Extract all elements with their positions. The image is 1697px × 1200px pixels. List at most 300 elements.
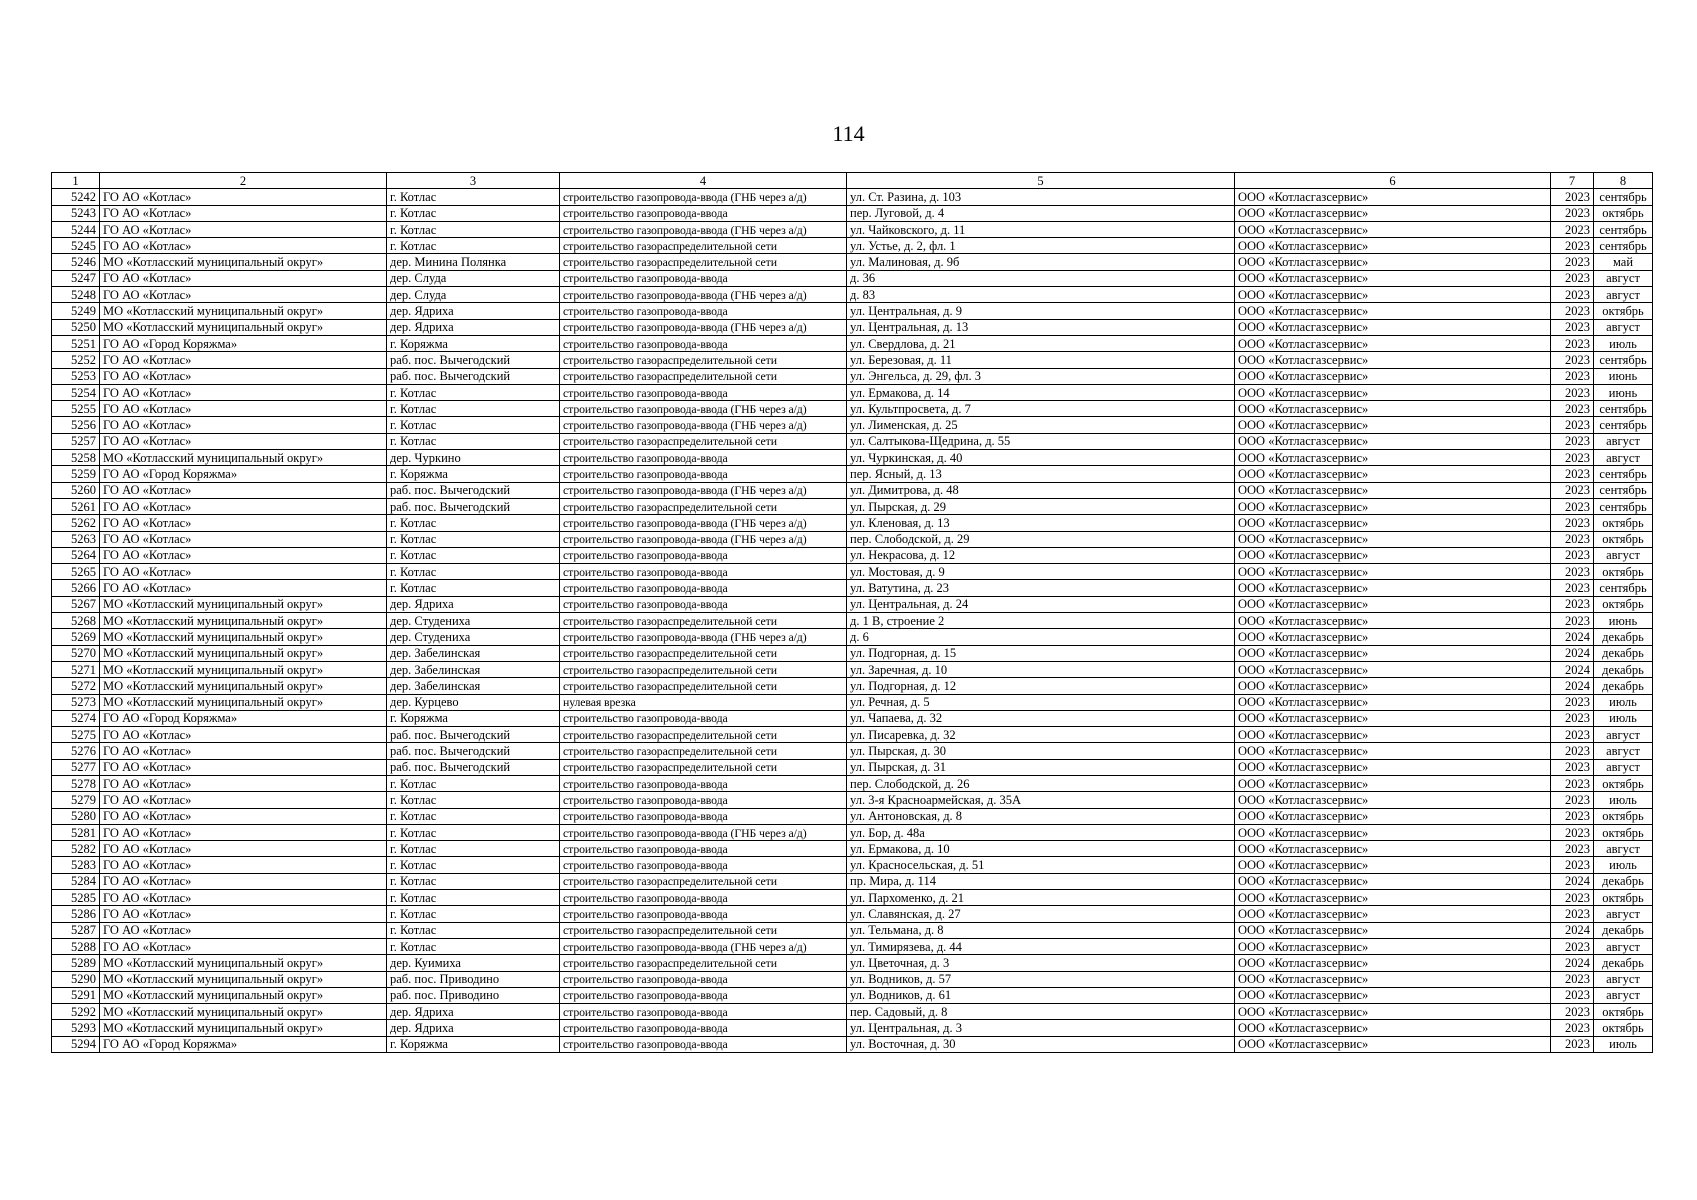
contractor-cell: ООО «Котласгазсервис» xyxy=(1235,531,1551,547)
work-type-cell: строительство газопровода-ввода (ГНБ через а/д) xyxy=(560,515,847,531)
table-row xyxy=(52,580,1653,596)
year-cell: 2023 xyxy=(1551,287,1594,303)
work-type-cell: строительство газопровода-ввода xyxy=(560,906,847,922)
work-type-cell: строительство газопровода-ввода xyxy=(560,808,847,824)
municipality-cell: ГО АО «Котлас» xyxy=(100,352,387,368)
column-header: 8 xyxy=(1594,173,1653,189)
year-cell: 2023 xyxy=(1551,498,1594,514)
settlement-cell: раб. пос. Вычегодский xyxy=(387,743,560,759)
table-row xyxy=(52,205,1653,221)
row-number-cell: 5274 xyxy=(52,710,100,726)
municipality-cell: МО «Котласский муниципальный округ» xyxy=(100,645,387,661)
row-number-cell: 5246 xyxy=(52,254,100,270)
address-cell: пер. Слободской, д. 29 xyxy=(847,531,1235,547)
month-cell: октябрь xyxy=(1594,205,1653,221)
settlement-cell: дер. Забелинская xyxy=(387,661,560,677)
contractor-cell: ООО «Котласгазсервис» xyxy=(1235,205,1551,221)
month-cell: декабрь xyxy=(1594,922,1653,938)
settlement-cell: г. Котлас xyxy=(387,906,560,922)
address-cell: д. 6 xyxy=(847,629,1235,645)
month-cell: октябрь xyxy=(1594,890,1653,906)
month-cell: август xyxy=(1594,433,1653,449)
month-cell: август xyxy=(1594,270,1653,286)
row-number-cell: 5261 xyxy=(52,498,100,514)
settlement-cell: дер. Куимиха xyxy=(387,955,560,971)
table-row xyxy=(52,938,1653,954)
month-cell: август xyxy=(1594,987,1653,1003)
column-header: 7 xyxy=(1551,173,1594,189)
municipality-cell: ГО АО «Город Коряжма» xyxy=(100,466,387,482)
year-cell: 2023 xyxy=(1551,450,1594,466)
table-row xyxy=(52,727,1653,743)
table-row xyxy=(52,824,1653,840)
settlement-cell: дер. Ядриха xyxy=(387,596,560,612)
contractor-cell: ООО «Котласгазсервис» xyxy=(1235,238,1551,254)
table-row xyxy=(52,352,1653,368)
address-cell: ул. Центральная, д. 13 xyxy=(847,319,1235,335)
work-type-cell: строительство газопровода-ввода (ГНБ через а/д) xyxy=(560,938,847,954)
settlement-cell: дер. Забелинская xyxy=(387,645,560,661)
settlement-cell: дер. Слуда xyxy=(387,270,560,286)
work-type-cell: строительство газопровода-ввода xyxy=(560,971,847,987)
table-row xyxy=(52,531,1653,547)
table-row xyxy=(52,857,1653,873)
address-cell: ул. Антоновская, д. 8 xyxy=(847,808,1235,824)
row-number-cell: 5286 xyxy=(52,906,100,922)
work-type-cell: строительство газопровода-ввода xyxy=(560,564,847,580)
address-cell: ул. Подгорная, д. 15 xyxy=(847,645,1235,661)
table-row xyxy=(52,368,1653,384)
work-type-cell: строительство газопровода-ввода (ГНБ через а/д) xyxy=(560,287,847,303)
municipality-cell: ГО АО «Котлас» xyxy=(100,433,387,449)
row-number-cell: 5294 xyxy=(52,1036,100,1052)
settlement-cell: раб. пос. Приводино xyxy=(387,971,560,987)
municipality-cell: ГО АО «Котлас» xyxy=(100,824,387,840)
municipality-cell: МО «Котласский муниципальный округ» xyxy=(100,629,387,645)
contractor-cell: ООО «Котласгазсервис» xyxy=(1235,515,1551,531)
table-row xyxy=(52,498,1653,514)
settlement-cell: г. Котлас xyxy=(387,515,560,531)
row-number-cell: 5287 xyxy=(52,922,100,938)
contractor-cell: ООО «Котласгазсервис» xyxy=(1235,792,1551,808)
municipality-cell: МО «Котласский муниципальный округ» xyxy=(100,596,387,612)
year-cell: 2024 xyxy=(1551,922,1594,938)
month-cell: июнь xyxy=(1594,384,1653,400)
municipality-cell: МО «Котласский муниципальный округ» xyxy=(100,1020,387,1036)
settlement-cell: г. Котлас xyxy=(387,564,560,580)
column-header: 4 xyxy=(560,173,847,189)
year-cell: 2023 xyxy=(1551,189,1594,205)
row-number-cell: 5288 xyxy=(52,938,100,954)
row-number-cell: 5262 xyxy=(52,515,100,531)
table-row xyxy=(52,971,1653,987)
settlement-cell: г. Котлас xyxy=(387,873,560,889)
municipality-cell: МО «Котласский муниципальный округ» xyxy=(100,1004,387,1020)
address-cell: ул. 3-я Красноармейская, д. 35А xyxy=(847,792,1235,808)
year-cell: 2023 xyxy=(1551,205,1594,221)
column-header: 3 xyxy=(387,173,560,189)
work-type-cell: строительство газопровода-ввода xyxy=(560,857,847,873)
row-number-cell: 5277 xyxy=(52,759,100,775)
address-cell: ул. Ермакова, д. 14 xyxy=(847,384,1235,400)
work-type-cell: нулевая врезка xyxy=(560,694,847,710)
row-number-cell: 5244 xyxy=(52,221,100,237)
work-type-cell: строительство газопровода-ввода (ГНБ через а/д) xyxy=(560,319,847,335)
year-cell: 2023 xyxy=(1551,270,1594,286)
work-type-cell: строительство газораспределительной сети xyxy=(560,254,847,270)
contractor-cell: ООО «Котласгазсервис» xyxy=(1235,498,1551,514)
municipality-cell: ГО АО «Котлас» xyxy=(100,238,387,254)
contractor-cell: ООО «Котласгазсервис» xyxy=(1235,221,1551,237)
address-cell: ул. Чайковского, д. 11 xyxy=(847,221,1235,237)
address-cell: ул. Центральная, д. 24 xyxy=(847,596,1235,612)
table-row xyxy=(52,661,1653,677)
settlement-cell: дер. Студениха xyxy=(387,629,560,645)
year-cell: 2023 xyxy=(1551,238,1594,254)
municipality-cell: ГО АО «Котлас» xyxy=(100,287,387,303)
address-cell: ул. Некрасова, д. 12 xyxy=(847,547,1235,563)
row-number-cell: 5273 xyxy=(52,694,100,710)
month-cell: сентябрь xyxy=(1594,417,1653,433)
year-cell: 2023 xyxy=(1551,613,1594,629)
table-row xyxy=(52,482,1653,498)
month-cell: август xyxy=(1594,450,1653,466)
work-type-cell: строительство газопровода-ввода xyxy=(560,335,847,351)
settlement-cell: г. Котлас xyxy=(387,775,560,791)
row-number-cell: 5245 xyxy=(52,238,100,254)
work-type-cell: строительство газопровода-ввода xyxy=(560,384,847,400)
gas-works-table xyxy=(51,172,1653,1053)
municipality-cell: ГО АО «Котлас» xyxy=(100,368,387,384)
municipality-cell: МО «Котласский муниципальный округ» xyxy=(100,450,387,466)
year-cell: 2023 xyxy=(1551,564,1594,580)
row-number-cell: 5289 xyxy=(52,955,100,971)
municipality-cell: МО «Котласский муниципальный округ» xyxy=(100,661,387,677)
month-cell: октябрь xyxy=(1594,531,1653,547)
address-cell: ул. Лименская, д. 25 xyxy=(847,417,1235,433)
address-cell: ул. Чапаева, д. 32 xyxy=(847,710,1235,726)
year-cell: 2023 xyxy=(1551,808,1594,824)
row-number-cell: 5267 xyxy=(52,596,100,612)
month-cell: июль xyxy=(1594,694,1653,710)
contractor-cell: ООО «Котласгазсервис» xyxy=(1235,857,1551,873)
address-cell: ул. Пырская, д. 30 xyxy=(847,743,1235,759)
month-cell: октябрь xyxy=(1594,808,1653,824)
table-row xyxy=(52,1020,1653,1036)
row-number-cell: 5265 xyxy=(52,564,100,580)
work-type-cell: строительство газораспределительной сети xyxy=(560,955,847,971)
year-cell: 2024 xyxy=(1551,629,1594,645)
row-number-cell: 5272 xyxy=(52,678,100,694)
table-row xyxy=(52,629,1653,645)
table-row xyxy=(52,564,1653,580)
column-header: 2 xyxy=(100,173,387,189)
work-type-cell: строительство газораспределительной сети xyxy=(560,433,847,449)
work-type-cell: строительство газораспределительной сети xyxy=(560,645,847,661)
year-cell: 2023 xyxy=(1551,1036,1594,1052)
address-cell: ул. Ермакова, д. 10 xyxy=(847,841,1235,857)
contractor-cell: ООО «Котласгазсервис» xyxy=(1235,287,1551,303)
row-number-cell: 5293 xyxy=(52,1020,100,1036)
month-cell: июль xyxy=(1594,710,1653,726)
month-cell: октябрь xyxy=(1594,303,1653,319)
table-row xyxy=(52,450,1653,466)
contractor-cell: ООО «Котласгазсервис» xyxy=(1235,319,1551,335)
year-cell: 2023 xyxy=(1551,352,1594,368)
row-number-cell: 5271 xyxy=(52,661,100,677)
year-cell: 2023 xyxy=(1551,433,1594,449)
work-type-cell: строительство газопровода-ввода xyxy=(560,270,847,286)
month-cell: сентябрь xyxy=(1594,401,1653,417)
municipality-cell: МО «Котласский муниципальный округ» xyxy=(100,254,387,270)
row-number-cell: 5255 xyxy=(52,401,100,417)
table-row xyxy=(52,254,1653,270)
month-cell: октябрь xyxy=(1594,515,1653,531)
work-type-cell: строительство газораспределительной сети xyxy=(560,352,847,368)
work-type-cell: строительство газопровода-ввода (ГНБ через а/д) xyxy=(560,824,847,840)
contractor-cell: ООО «Котласгазсервис» xyxy=(1235,873,1551,889)
address-cell: ул. Центральная, д. 3 xyxy=(847,1020,1235,1036)
municipality-cell: МО «Котласский муниципальный округ» xyxy=(100,678,387,694)
settlement-cell: г. Котлас xyxy=(387,384,560,400)
municipality-cell: ГО АО «Котлас» xyxy=(100,906,387,922)
address-cell: ул. Водников, д. 61 xyxy=(847,987,1235,1003)
settlement-cell: раб. пос. Вычегодский xyxy=(387,759,560,775)
table-row xyxy=(52,678,1653,694)
row-number-cell: 5280 xyxy=(52,808,100,824)
settlement-cell: раб. пос. Вычегодский xyxy=(387,352,560,368)
year-cell: 2023 xyxy=(1551,938,1594,954)
row-number-cell: 5275 xyxy=(52,727,100,743)
municipality-cell: ГО АО «Котлас» xyxy=(100,792,387,808)
year-cell: 2024 xyxy=(1551,645,1594,661)
contractor-cell: ООО «Котласгазсервис» xyxy=(1235,189,1551,205)
month-cell: сентябрь xyxy=(1594,352,1653,368)
contractor-cell: ООО «Котласгазсервис» xyxy=(1235,1020,1551,1036)
municipality-cell: ГО АО «Город Коряжма» xyxy=(100,335,387,351)
table-row xyxy=(52,238,1653,254)
address-cell: ул. Подгорная, д. 12 xyxy=(847,678,1235,694)
contractor-cell: ООО «Котласгазсервис» xyxy=(1235,906,1551,922)
month-cell: декабрь xyxy=(1594,678,1653,694)
municipality-cell: ГО АО «Котлас» xyxy=(100,205,387,221)
settlement-cell: г. Котлас xyxy=(387,238,560,254)
work-type-cell: строительство газопровода-ввода xyxy=(560,987,847,1003)
municipality-cell: ГО АО «Котлас» xyxy=(100,401,387,417)
row-number-cell: 5242 xyxy=(52,189,100,205)
contractor-cell: ООО «Котласгазсервис» xyxy=(1235,401,1551,417)
year-cell: 2023 xyxy=(1551,1004,1594,1020)
row-number-cell: 5243 xyxy=(52,205,100,221)
year-cell: 2023 xyxy=(1551,596,1594,612)
table-row xyxy=(52,1004,1653,1020)
month-cell: август xyxy=(1594,971,1653,987)
address-cell: ул. Свердлова, д. 21 xyxy=(847,335,1235,351)
table-row xyxy=(52,792,1653,808)
settlement-cell: г. Котлас xyxy=(387,433,560,449)
work-type-cell: строительство газопровода-ввода xyxy=(560,547,847,563)
contractor-cell: ООО «Котласгазсервис» xyxy=(1235,613,1551,629)
row-number-cell: 5290 xyxy=(52,971,100,987)
month-cell: август xyxy=(1594,841,1653,857)
address-cell: д. 1 В, строение 2 xyxy=(847,613,1235,629)
contractor-cell: ООО «Котласгазсервис» xyxy=(1235,433,1551,449)
municipality-cell: МО «Котласский муниципальный округ» xyxy=(100,319,387,335)
contractor-cell: ООО «Котласгазсервис» xyxy=(1235,352,1551,368)
year-cell: 2023 xyxy=(1551,335,1594,351)
table-row xyxy=(52,873,1653,889)
month-cell: август xyxy=(1594,727,1653,743)
address-cell: ул. Чуркинская, д. 40 xyxy=(847,450,1235,466)
row-number-cell: 5284 xyxy=(52,873,100,889)
work-type-cell: строительство газопровода-ввода xyxy=(560,710,847,726)
row-number-cell: 5270 xyxy=(52,645,100,661)
table-row xyxy=(52,189,1653,205)
municipality-cell: ГО АО «Город Коряжма» xyxy=(100,710,387,726)
month-cell: август xyxy=(1594,906,1653,922)
municipality-cell: ГО АО «Котлас» xyxy=(100,189,387,205)
settlement-cell: г. Коряжма xyxy=(387,466,560,482)
month-cell: декабрь xyxy=(1594,629,1653,645)
municipality-cell: ГО АО «Котлас» xyxy=(100,580,387,596)
row-number-cell: 5291 xyxy=(52,987,100,1003)
work-type-cell: строительство газопровода-ввода (ГНБ через а/д) xyxy=(560,531,847,547)
work-type-cell: строительство газопровода-ввода (ГНБ через а/д) xyxy=(560,221,847,237)
work-type-cell: строительство газораспределительной сети xyxy=(560,727,847,743)
row-number-cell: 5283 xyxy=(52,857,100,873)
row-number-cell: 5260 xyxy=(52,482,100,498)
year-cell: 2023 xyxy=(1551,841,1594,857)
contractor-cell: ООО «Котласгазсервис» xyxy=(1235,955,1551,971)
row-number-cell: 5268 xyxy=(52,613,100,629)
table-row xyxy=(52,287,1653,303)
year-cell: 2023 xyxy=(1551,401,1594,417)
table-row xyxy=(52,221,1653,237)
table-row xyxy=(52,694,1653,710)
row-number-cell: 5278 xyxy=(52,775,100,791)
settlement-cell: г. Котлас xyxy=(387,824,560,840)
municipality-cell: ГО АО «Котлас» xyxy=(100,890,387,906)
settlement-cell: дер. Слуда xyxy=(387,287,560,303)
year-cell: 2023 xyxy=(1551,971,1594,987)
municipality-cell: ГО АО «Котлас» xyxy=(100,547,387,563)
contractor-cell: ООО «Котласгазсервис» xyxy=(1235,368,1551,384)
row-number-cell: 5256 xyxy=(52,417,100,433)
row-number-cell: 5292 xyxy=(52,1004,100,1020)
row-number-cell: 5282 xyxy=(52,841,100,857)
settlement-cell: г. Котлас xyxy=(387,547,560,563)
settlement-cell: г. Котлас xyxy=(387,189,560,205)
address-cell: ул. Ст. Разина, д. 103 xyxy=(847,189,1235,205)
table-row xyxy=(52,384,1653,400)
contractor-cell: ООО «Котласгазсервис» xyxy=(1235,890,1551,906)
work-type-cell: строительство газопровода-ввода xyxy=(560,596,847,612)
row-number-cell: 5247 xyxy=(52,270,100,286)
work-type-cell: строительство газопровода-ввода xyxy=(560,775,847,791)
address-cell: ул. Бор, д. 48а xyxy=(847,824,1235,840)
settlement-cell: г. Котлас xyxy=(387,580,560,596)
address-cell: ул. Восточная, д. 30 xyxy=(847,1036,1235,1052)
address-cell: ул. Березовая, д. 11 xyxy=(847,352,1235,368)
month-cell: июль xyxy=(1594,857,1653,873)
settlement-cell: г. Котлас xyxy=(387,890,560,906)
contractor-cell: ООО «Котласгазсервис» xyxy=(1235,466,1551,482)
year-cell: 2023 xyxy=(1551,775,1594,791)
year-cell: 2023 xyxy=(1551,1020,1594,1036)
row-number-cell: 5258 xyxy=(52,450,100,466)
column-header: 6 xyxy=(1235,173,1551,189)
month-cell: октябрь xyxy=(1594,564,1653,580)
month-cell: сентябрь xyxy=(1594,189,1653,205)
work-type-cell: строительство газопровода-ввода xyxy=(560,890,847,906)
column-header: 5 xyxy=(847,173,1235,189)
address-cell: ул. Пырская, д. 31 xyxy=(847,759,1235,775)
work-type-cell: строительство газопровода-ввода xyxy=(560,841,847,857)
address-cell: ул. Мостовая, д. 9 xyxy=(847,564,1235,580)
municipality-cell: ГО АО «Котлас» xyxy=(100,270,387,286)
address-cell: ул. Устье, д. 2, фл. 1 xyxy=(847,238,1235,254)
contractor-cell: ООО «Котласгазсервис» xyxy=(1235,841,1551,857)
year-cell: 2023 xyxy=(1551,792,1594,808)
year-cell: 2023 xyxy=(1551,368,1594,384)
table-row xyxy=(52,270,1653,286)
row-number-cell: 5252 xyxy=(52,352,100,368)
row-number-cell: 5263 xyxy=(52,531,100,547)
year-cell: 2023 xyxy=(1551,580,1594,596)
settlement-cell: дер. Забелинская xyxy=(387,678,560,694)
month-cell: сентябрь xyxy=(1594,498,1653,514)
work-type-cell: строительство газораспределительной сети xyxy=(560,743,847,759)
table-row xyxy=(52,335,1653,351)
address-cell: пр. Мира, д. 114 xyxy=(847,873,1235,889)
contractor-cell: ООО «Котласгазсервис» xyxy=(1235,547,1551,563)
contractor-cell: ООО «Котласгазсервис» xyxy=(1235,775,1551,791)
address-cell: ул. Энгельса, д. 29, фл. 3 xyxy=(847,368,1235,384)
table-row xyxy=(52,759,1653,775)
work-type-cell: строительство газораспределительной сети xyxy=(560,922,847,938)
settlement-cell: дер. Студениха xyxy=(387,613,560,629)
month-cell: август xyxy=(1594,743,1653,759)
year-cell: 2023 xyxy=(1551,384,1594,400)
contractor-cell: ООО «Котласгазсервис» xyxy=(1235,938,1551,954)
row-number-cell: 5257 xyxy=(52,433,100,449)
address-cell: ул. Речная, д. 5 xyxy=(847,694,1235,710)
month-cell: октябрь xyxy=(1594,775,1653,791)
table-row xyxy=(52,890,1653,906)
year-cell: 2023 xyxy=(1551,857,1594,873)
table-row xyxy=(52,466,1653,482)
settlement-cell: г. Котлас xyxy=(387,922,560,938)
contractor-cell: ООО «Котласгазсервис» xyxy=(1235,987,1551,1003)
table-row xyxy=(52,547,1653,563)
address-cell: ул. Димитрова, д. 48 xyxy=(847,482,1235,498)
contractor-cell: ООО «Котласгазсервис» xyxy=(1235,564,1551,580)
month-cell: сентябрь xyxy=(1594,238,1653,254)
settlement-cell: дер. Ядриха xyxy=(387,319,560,335)
address-cell: ул. Тельмана, д. 8 xyxy=(847,922,1235,938)
year-cell: 2024 xyxy=(1551,661,1594,677)
address-cell: ул. Цветочная, д. 3 xyxy=(847,955,1235,971)
table-row xyxy=(52,433,1653,449)
month-cell: декабрь xyxy=(1594,873,1653,889)
month-cell: июнь xyxy=(1594,613,1653,629)
contractor-cell: ООО «Котласгазсервис» xyxy=(1235,645,1551,661)
column-header: 1 xyxy=(52,173,100,189)
year-cell: 2023 xyxy=(1551,417,1594,433)
settlement-cell: дер. Чуркино xyxy=(387,450,560,466)
municipality-cell: ГО АО «Котлас» xyxy=(100,775,387,791)
month-cell: сентябрь xyxy=(1594,221,1653,237)
